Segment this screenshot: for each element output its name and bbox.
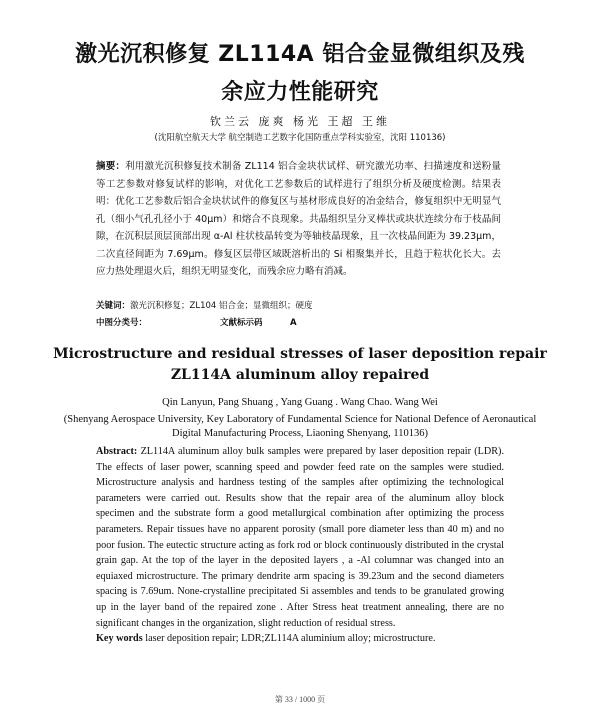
english-keywords [96,631,504,646]
document-code-value: A [290,318,297,328]
chinese-keywords-text: 激光沉积修复；ZL104 铝合金；显微组织；硬度 [130,301,313,311]
english-keywords-label: Key words [96,633,143,644]
classification-label: 中图分类号： [96,318,148,328]
chinese-keywords [96,298,501,314]
chinese-classification [96,315,501,331]
chinese-affiliation: (沈阳航空航天大学 航空制造工艺数字化国防重点学科实验室，沈阳 110136) [154,133,446,143]
english-abstract-text: ZL114A aluminum alloy bulk samples were prepared by laser deposition repair (LDR). The effects of laser power, scanning speed and powder feed rate on the samples were studied. Microstructure analysis and hardness testing of the samples after optimizing the technological parameters were carried out. Results show that the repair area of the aluminum alloy block specimen and the substrate form a good metallurgical combination after optimizing the process parameters. Repair tissues have no apparent porosity (small pore diameter less than 40 m) and no poor fusion. The eutectic structure acting as fork rod or block continuously distributed in the crystal grain gap. At the top of the layer in the deposited layers , a -Al columnar was changed into an equiaxed microstructure. The primary dendrite arm spacing is 39.23um and the second diameters spacing is 7.69um. None-crystalline precipitated Si assembles and tends to be granulated growing up in the layer band of the repaired zone . After Stress heat treatment annealing, there are no significant changes in the organization, slight reduction of residual stress. [96,446,504,629]
chinese-title-line-1: 激光沉积修复 ZL114A 铝合金显微组织及残 [75,42,525,67]
chinese-title-line-2: 余应力性能研究 [221,80,379,105]
document-code-label: 文献标示码 [220,318,263,328]
english-authors: Qin Lanyun, Pang Shuang , Yang Guang . Wang Chao. Wang Wei [162,397,438,408]
chinese-abstract [96,158,501,281]
english-title-line-2: ZL114A aluminum alloy repaired [170,367,430,383]
english-title-line-1: Microstructure and residual stresses of laser deposition repair [53,346,547,362]
english-abstract [96,444,504,631]
english-abstract-label: Abstract: [96,446,138,457]
chinese-authors: 钦兰云 庞爽 杨光 王超 王维 [210,115,390,128]
chinese-keywords-label: 关键词： [96,301,131,311]
chinese-abstract-text: 利用激光沉积修复技术制备 ZL114 铝合金块状试样、研究激光功率、扫描速度和送粉量等工艺参数对修复试样的影响，对优化工艺参数后的试样进行了组织分析及硬度检测。结果表明：优化工艺参数后铝合金块状试件的修复区与基材形成良好的冶金结合，修复组织中无明显气孔（细小气孔孔径小于 40μm）和熔合不良现象。共晶组织呈分叉棒状或块状连续分布于枝晶间隙，在沉积层顶层顶部出现 α-Al 柱状枝晶转变为等轴枝晶现象，且一次枝晶间距为 39.23μm，二次直径间距为 7.69μm。修复区层带区域既溶析出的 Si 相聚集并长，且趋于粒状化长大。去应力热处理退火后，组织无明显变化，而残余应力略有消减。 [96,161,501,277]
english-affiliation: (Shenyang Aerospace University, Key Laboratory of Fundamental Science for National Defence of Aeronautical Digital Manufacturing Process, Liaoning Shenyang, 110136) [63,414,537,439]
english-keywords-text: laser deposition repair; LDR;ZL114A aluminium alloy; microstructure. [142,633,436,644]
chinese-abstract-label: 摘要： [96,161,126,172]
page-footer: 第 33 / 1000 页 [274,695,326,704]
